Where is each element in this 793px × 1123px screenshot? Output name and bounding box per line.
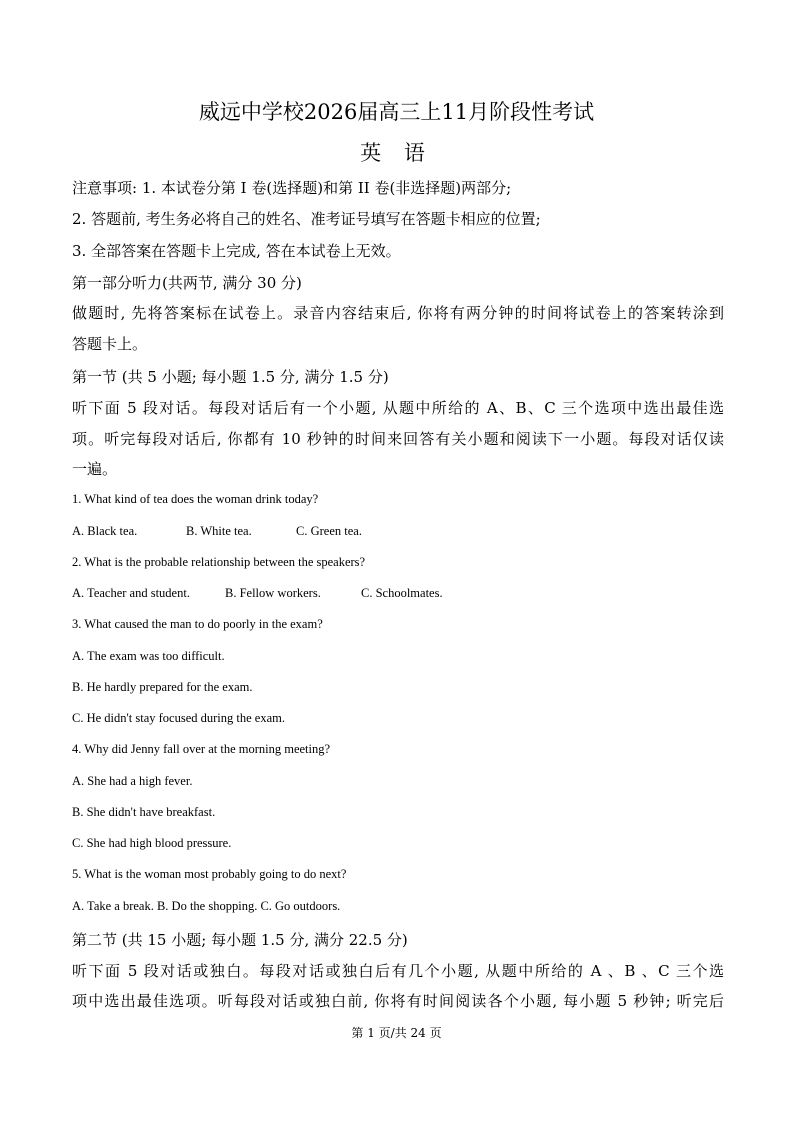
section1-instruction-line-2: 项。听完每段对话后, 你都有 10 秒钟的时间来回答有关小题和阅读下一小题。每段对话仅读 xyxy=(72,430,724,448)
part1-intro-line-1: 做题时, 先将答案标在试卷上。录音内容结束后, 你将有两分钟的时间将试卷上的答案转涂到 xyxy=(72,304,724,322)
exam-title: 威远中学校2026届高三上11月阶段性考试 xyxy=(198,100,595,124)
page-number: 第 1 页/共 24 页 xyxy=(351,1026,442,1040)
option-b: B. White tea. xyxy=(186,524,252,538)
option-a: A. Teacher and student. xyxy=(72,586,190,600)
section1-instruction-line-1: 听下面 5 段对话。每段对话后有一个小题, 从题中所给的 A、B、C 三个选项中选出最佳选 xyxy=(72,399,724,417)
notice-line-1: 注意事项: 1. 本试卷分第 I 卷(选择题)和第 II 卷(非选择题)两部分; xyxy=(72,179,512,197)
question-4-option-a: A. She had a high fever. xyxy=(72,774,193,788)
question-2: 2. What is the probable relationship between the speakers? xyxy=(72,555,366,569)
question-4: 4. Why did Jenny fall over at the morning meeting? xyxy=(72,742,331,756)
option-a: A. Black tea. xyxy=(72,524,138,538)
question-4-option-c: C. She had high blood pressure. xyxy=(72,836,232,850)
question-4-option-b: B. She didn't have breakfast. xyxy=(72,805,216,819)
section1-instruction-line-3: 一遍。 xyxy=(72,460,118,478)
part1-intro-line-2: 答题卡上。 xyxy=(72,335,148,353)
notice-line-3: 3. 全部答案在答题卡上完成, 答在本试卷上无效。 xyxy=(72,242,401,260)
option-c: C. Schoolmates. xyxy=(361,586,443,600)
question-1: 1. What kind of tea does the woman drink today? xyxy=(72,492,319,506)
option-c: C. Green tea. xyxy=(296,524,362,538)
section1-heading: 第一节 (共 5 小题; 每小题 1.5 分, 满分 1.5 分) xyxy=(72,368,389,386)
question-2-options xyxy=(72,586,724,601)
section2-instruction-line-1: 听下面 5 段对话或独白。每段对话或独白后有几个小题, 从题中所给的 A 、B 、C 三个选 xyxy=(72,962,724,980)
question-3-option-a: A. The exam was too difficult. xyxy=(72,649,225,663)
question-3-option-b: B. He hardly prepared for the exam. xyxy=(72,680,253,694)
section2-heading: 第二节 (共 15 小题; 每小题 1.5 分, 满分 22.5 分) xyxy=(72,931,408,949)
subject-title: 英 语 xyxy=(360,141,433,165)
notice-line-2: 2. 答题前, 考生务必将自己的姓名、准考证号填写在答题卡相应的位置; xyxy=(72,210,541,228)
question-3: 3. What caused the man to do poorly in the exam? xyxy=(72,617,323,631)
part1-heading: 第一部分听力(共两节, 满分 30 分) xyxy=(72,274,302,292)
question-5: 5. What is the woman most probably going to do next? xyxy=(72,867,347,881)
section2-instruction-line-2: 项中选出最佳选项。听每段对话或独白前, 你将有时间阅读各个小题, 每小题 5 秒钟; 听完后 xyxy=(72,992,724,1010)
question-5-options: A. Take a break. B. Do the shopping. C. Go outdoors. xyxy=(72,899,341,913)
question-3-option-c: C. He didn't stay focused during the exam. xyxy=(72,711,285,725)
option-b: B. Fellow workers. xyxy=(225,586,321,600)
question-1-options xyxy=(72,524,724,539)
